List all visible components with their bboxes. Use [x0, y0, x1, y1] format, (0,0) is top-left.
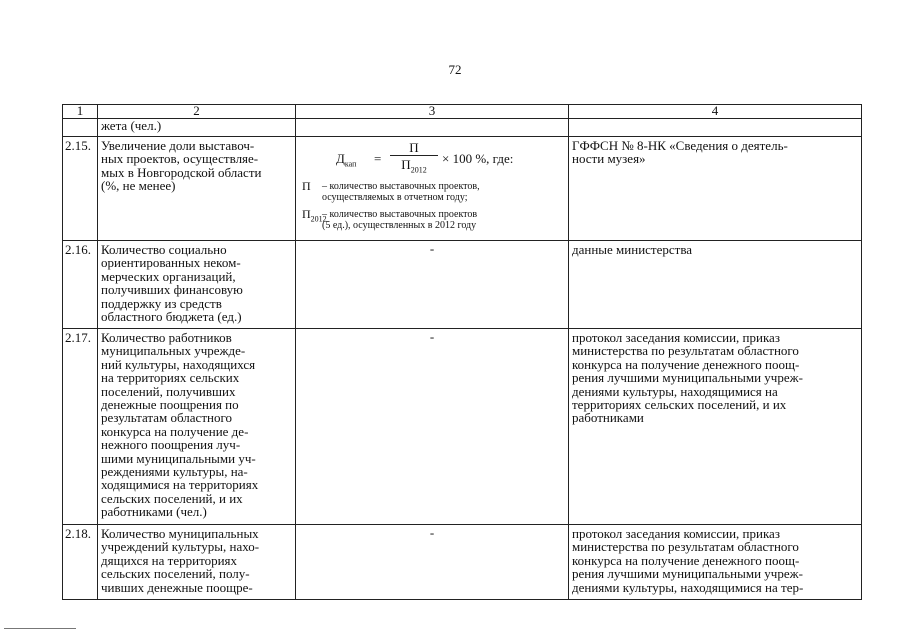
header-col-4: 4 [711, 104, 719, 118]
data-source: данные министерства [572, 242, 693, 257]
calculation-method: - [296, 525, 569, 599]
table-row [63, 137, 861, 241]
calculation-method: $Д_{кап}$ = П $П_{2012}$ × 100 %, где: П – количество выставочных проектов, осуществляемых в отчетном году; $П_{2012}$ – количество выставочных проектов (5 ед.), осуществленных в 2012 году [296, 137, 569, 240]
header-col-2: 2 [98, 105, 296, 118]
table-header-row [63, 105, 861, 119]
indicator-name: Количество работников муниципальных учрежде- ний культуры, находящихся на территориях сельских поселений, получивших денежные поощрения по результатам областного конкурса на получение де- нежного поощрения луч- шими муниципальными уч- реждениями культуры, на- ходящимися на территориях сельских поселений, и их работниками (чел.) [98, 329, 296, 524]
table-row [63, 525, 861, 600]
calculation-method: - [296, 329, 569, 524]
indicator-name: Количество муниципальных учреждений культуры, нахо- дящихся на территориях сельских поселений, полу- чивших денежные поощре- [98, 525, 296, 599]
header-col-1: 1 [63, 105, 98, 118]
table-row-continuation [63, 119, 861, 137]
formula: $Д_{кап}$ = П $П_{2012}$ × 100 %, где: [336, 141, 536, 181]
row-number: 2.16. [63, 241, 98, 328]
header-col-3: 3 [296, 105, 569, 118]
table-row [63, 241, 861, 329]
table-row [63, 329, 861, 525]
calculation-method: - [296, 241, 569, 328]
data-source: ГФФСН № 8-НК «Сведения о деятель- ности музея» [572, 138, 788, 167]
row-number: 2.17. [63, 329, 98, 524]
page-number: 72 [448, 62, 462, 77]
data-source: протокол заседания комиссии, приказ министерства по результатам областного конкурса на получение денежного поощ- рения лучшими муниципальными учреж- дениями культуры, находящимися на территориях сельских поселений, и их работниками [572, 330, 803, 426]
continuation-text: жета (чел.) [98, 119, 296, 136]
row-number: 2.15. [63, 137, 98, 240]
indicator-name: Количество социально ориентированных неком- мерческих организаций, получивших финансовую поддержку из средств областного бюджета (ед.) [98, 241, 296, 328]
indicator-name: Увеличение доли выставоч- ных проектов, осуществляе- мых в Новгородской области (%, не менее) [98, 137, 296, 240]
row-number: 2.18. [63, 525, 98, 599]
data-source: протокол заседания комиссии, приказ министерства по результатам областного конкурса на получение денежного поощ- рения лучшими муниципальными учреж- дениями культуры, находящимися на тер- [572, 526, 804, 595]
footnote-separator [4, 628, 76, 629]
formula-fraction: П $П_{2012}$ [390, 141, 438, 177]
indicator-table [62, 104, 862, 600]
